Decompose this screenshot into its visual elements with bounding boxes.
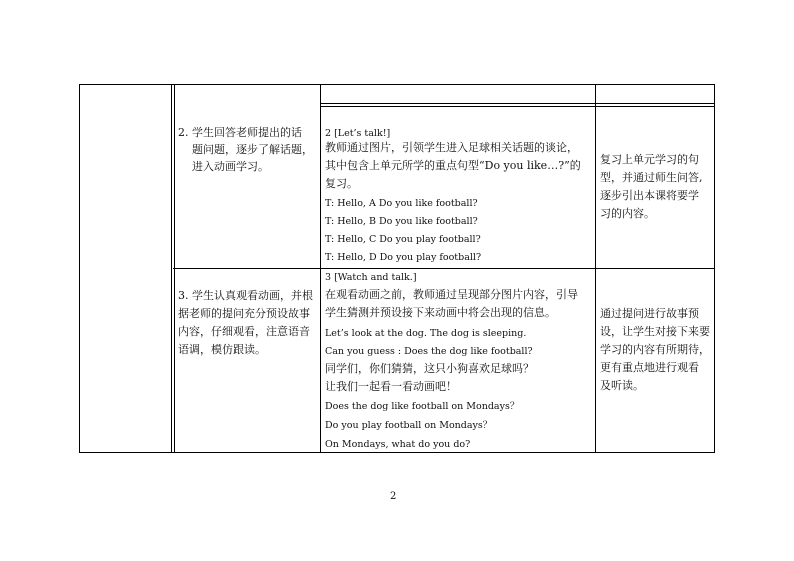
row1-purpose-line-3: 逐步引出本课将要学 <box>600 189 699 202</box>
row1-student-line-2: 题问题，逐步了解话题， <box>192 143 313 156</box>
row2-purpose-line-3: 学习的内容有所期待， <box>600 343 710 356</box>
row2-student-line-2: 据老师的提问充分预设故事 <box>178 307 310 320</box>
row1-dialogue-2: T: Hello, B Do you like football? <box>325 216 478 227</box>
row2-english-5: On Mondays, what do you do? <box>325 439 471 450</box>
row2-purpose-line-5: 及听读。 <box>600 379 644 392</box>
col-divider-2 <box>320 84 321 453</box>
row2-student-line-4: 语调，模仿跟读。 <box>178 343 266 356</box>
inner-top-line <box>320 106 715 107</box>
row2-purpose-line-4: 更有重点地进行观看 <box>600 361 699 374</box>
col-divider-1b <box>174 84 175 453</box>
row2-student-line-3: 内容，仔细观看，注意语音 <box>178 325 310 338</box>
row2-teacher-heading: 3 [Watch and talk.] <box>325 272 417 283</box>
row1-teacher-line-2: 其中包含上单元所学的重点句型“Do you like…?”的 <box>325 159 581 172</box>
row1-student-line-1: 2. 学生回答老师提出的话 <box>178 126 302 139</box>
row2-english-1: Let’s look at the dog. The dog is sleeping. <box>325 328 527 339</box>
row1-purpose-line-1: 复习上单元学习的句 <box>600 153 699 166</box>
row1-teacher-line-3: 复习。 <box>325 177 358 190</box>
row1-teacher-line-1: 教师通过图片，引领学生进入足球相关话题的谈论， <box>325 141 578 154</box>
row2-english-2: Can you guess : Does the dog like football? <box>325 346 533 357</box>
row2-teacher-line-1: 在观看动画之前，教师通过呈现部分图片内容，引导 <box>325 288 578 301</box>
row2-teacher-line-2: 学生猜测并预设接下来动画中将会出现的信息。 <box>325 306 556 319</box>
row1-dialogue-1: T: Hello, A Do you like football? <box>325 198 478 209</box>
col-divider-1 <box>171 84 172 453</box>
row2-purpose-line-2: 设，让学生对接下来要 <box>600 325 710 338</box>
col-divider-3 <box>595 84 596 453</box>
row1-teacher-heading: 2 [Let’s talk!] <box>325 128 391 139</box>
row2-chinese-1: 同学们，你们猜猜，这只小狗喜欢足球吗？ <box>325 362 534 375</box>
row2-english-3: Does the dog like football on Mondays？ <box>325 401 520 412</box>
page-number: 2 <box>390 491 397 502</box>
row2-purpose-line-1: 通过提问进行故事预 <box>600 307 699 320</box>
table-right-border <box>714 84 715 453</box>
row2-student-line-1: 3. 学生认真观看动画，并根 <box>178 289 313 302</box>
row1-dialogue-3: T: Hello, C Do you play football? <box>325 234 481 245</box>
row-divider <box>173 268 715 269</box>
row1-purpose-line-4: 习的内容。 <box>600 207 655 220</box>
row1-purpose-line-2: 型，并通过师生问答, <box>600 171 703 184</box>
row2-chinese-2: 让我们一起看一看动画吧！ <box>325 380 457 393</box>
row2-english-4: Do you play football on Mondays？ <box>325 420 493 431</box>
header-row-bottom <box>320 103 715 104</box>
row1-dialogue-4: T: Hello, D Do you play football? <box>325 252 482 263</box>
row1-student-line-3: 进入动画学习。 <box>192 160 269 173</box>
table-left-border <box>79 84 80 453</box>
